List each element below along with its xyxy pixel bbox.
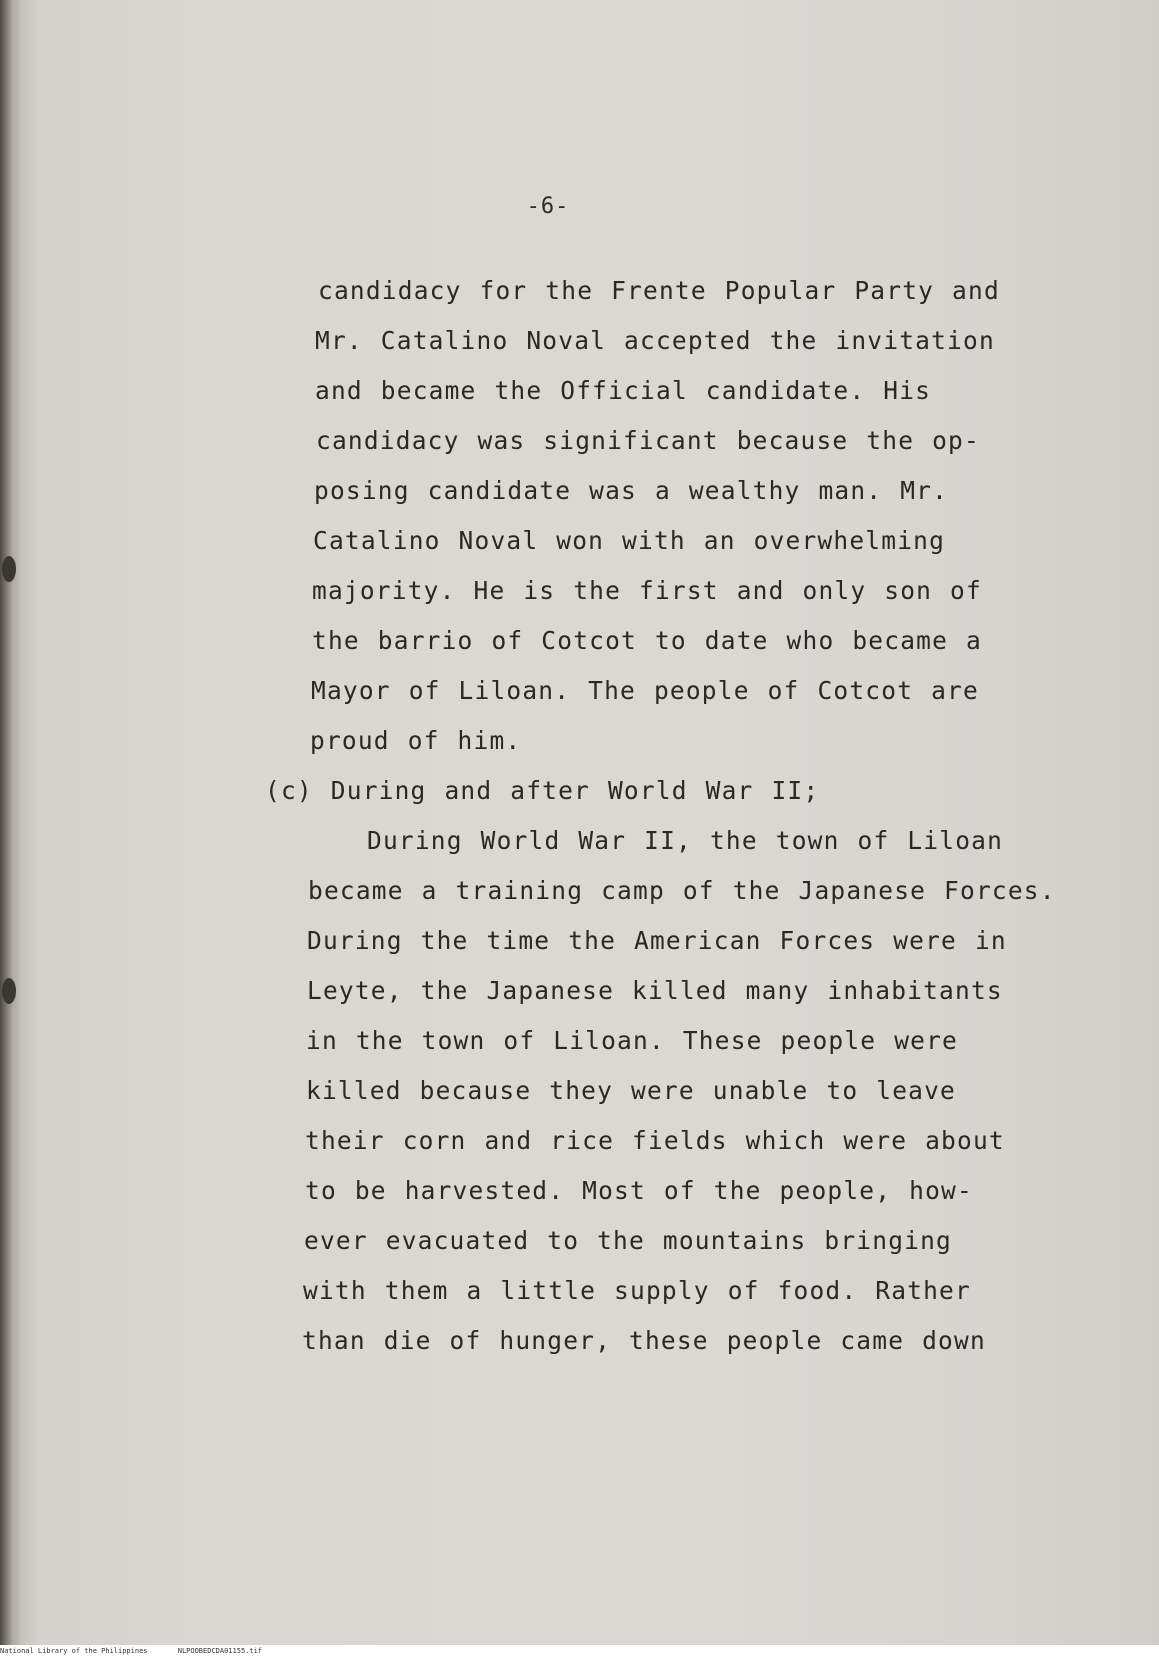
text-line: their corn and rice fields which were about bbox=[305, 1126, 1005, 1155]
section-heading: (c) During and after World War II; bbox=[265, 776, 820, 805]
text-line: candidacy was significant because the op- bbox=[316, 426, 980, 455]
scan-footer bbox=[0, 1645, 1159, 1658]
text-line: Mayor of Liloan. The people of Cotcot are bbox=[311, 676, 979, 705]
text-line: majority. He is the first and only son of bbox=[312, 576, 982, 605]
text-line: Leyte, the Japanese killed many inhabitants bbox=[307, 976, 1003, 1005]
text-line: to be harvested. Most of the people, how- bbox=[305, 1176, 973, 1205]
library-credit: National Library of the Philippines bbox=[0, 1647, 148, 1655]
text-line: became a training camp of the Japanese Forces. bbox=[308, 876, 1056, 905]
text-line: killed because they were unable to leave bbox=[306, 1076, 957, 1105]
text-line: and became the Official candidate. His bbox=[315, 376, 932, 405]
binding-hole bbox=[2, 978, 16, 1004]
text-line: in the town of Liloan. These people were bbox=[306, 1026, 959, 1055]
text-line: During World War II, the town of Liloan bbox=[367, 826, 1004, 855]
text-line: proud of him. bbox=[310, 726, 522, 755]
file-id: NLPOOBEDCDA01155.tif bbox=[177, 1647, 263, 1655]
text-line: Mr. Catalino Noval accepted the invitation bbox=[315, 326, 995, 355]
binding-hole bbox=[2, 556, 16, 582]
text-line: During the time the American Forces were in bbox=[307, 926, 1007, 955]
page-number: -6- bbox=[526, 194, 570, 219]
text-line: Catalino Noval won with an overwhelming bbox=[313, 526, 946, 555]
binding-edge bbox=[0, 0, 14, 1645]
text-line: candidacy for the Frente Popular Party and bbox=[318, 276, 1000, 305]
text-line: with them a little supply of food. Rather bbox=[303, 1276, 971, 1305]
text-line: than die of hunger, these people came down bbox=[302, 1326, 986, 1355]
text-line: posing candidate was a wealthy man. Mr. bbox=[314, 476, 949, 505]
text-line: ever evacuated to the mountains bringing bbox=[304, 1226, 953, 1255]
text-line: the barrio of Cotcot to date who became a bbox=[312, 626, 982, 655]
